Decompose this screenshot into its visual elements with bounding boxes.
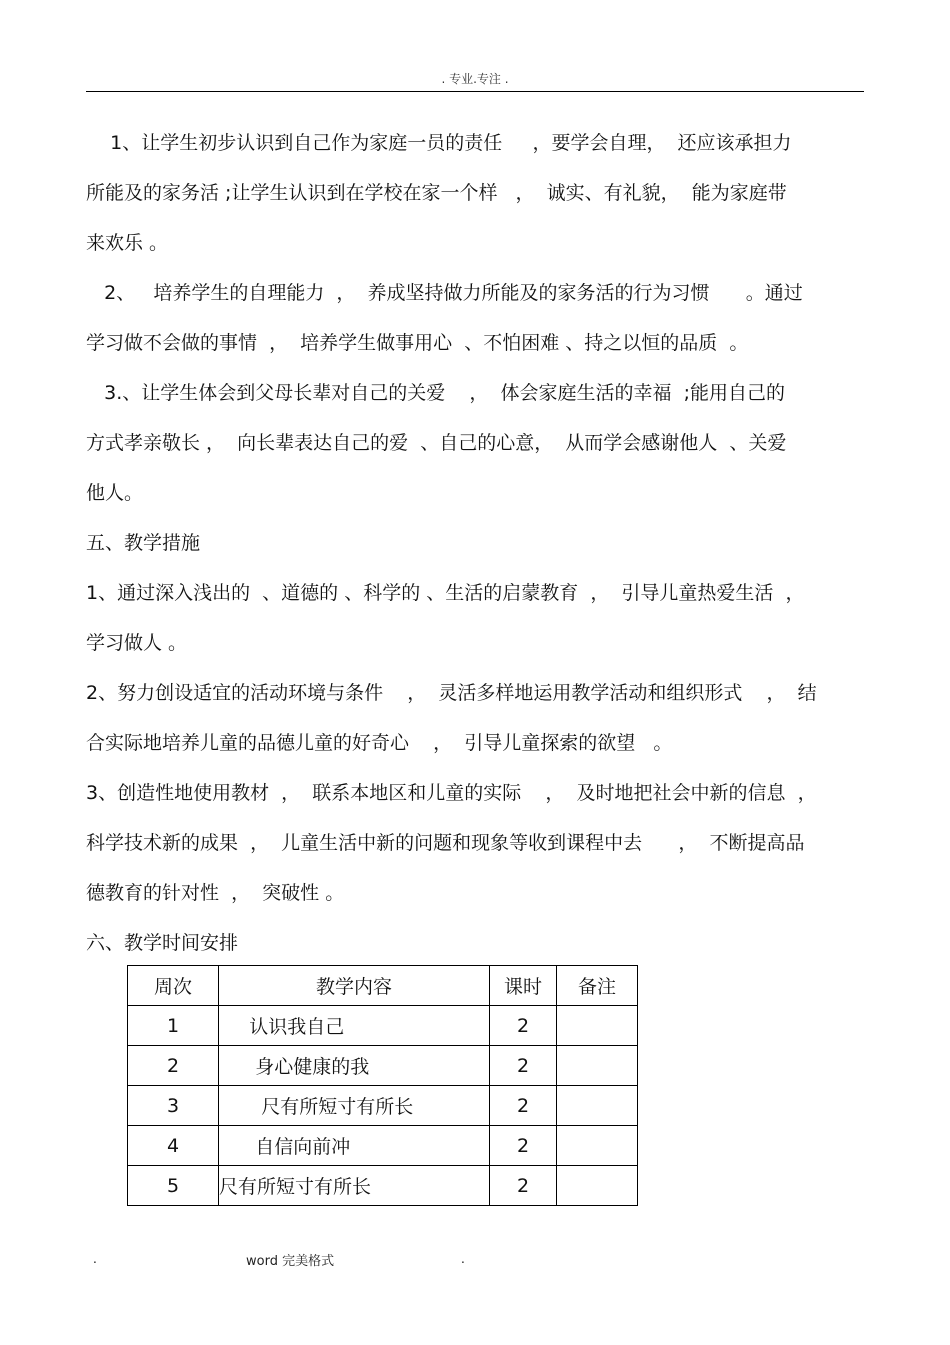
cell-content: 身心健康的我 [219,1046,490,1086]
body-text-line: 1、通过深入浅出的 、道德的 、科学的 、生活的启蒙教育 ， 引导儿童热爱生活 ， [86,582,805,604]
body-text-line: 2、 培养学生的自理能力 ， 养成坚持做力所能及的家务活的行为习惯 。通过 [86,282,803,304]
cell-note [557,1006,638,1046]
schedule-table [127,965,638,1206]
cell-week: 2 [128,1046,219,1086]
cell-hours: 2 [490,1126,557,1166]
body-text-line: 五、教学措施 [86,532,201,554]
cell-hours: 2 [490,1086,557,1126]
body-text-line: 科学技术新的成果 ， 儿童生活中新的问题和现象等收到课程中去 ， 不断提高品 [86,832,805,854]
cell-content: 认识我自己 [219,1006,490,1046]
cell-note [557,1086,638,1126]
footer-dot-right: . [461,1252,465,1266]
body-text-line: 方式孝亲敬长 ， 向长辈表达自己的爱 、自己的心意， 从而学会感谢他人 、关爱 [86,432,787,454]
table-header-row [128,966,638,1006]
body-text-line: 学习做人 。 [86,632,188,654]
header-rule [86,91,864,92]
body-text-line: 学习做不会做的事情 ， 培养学生做事用心 、不怕困难 、持之以恒的品质 。 [86,332,749,354]
body-text-line: 合实际地培养儿童的品德儿童的好奇心 ， 引导儿童探索的欲望 。 [86,732,673,754]
body-text-line: 2、努力创设适宜的活动环境与条件 ， 灵活多样地运用教学活动和组织形式 ， 结 [86,682,817,704]
cell-week: 4 [128,1126,219,1166]
table-row [128,1006,638,1046]
table-row [128,1126,638,1166]
body-text-line: 六、教学时间安排 [86,932,239,954]
cell-content: 尺有所短寸有所长 [219,1166,490,1206]
col-header-content: 教学内容 [219,966,490,1006]
body-text-line: 所能及的家务活 ;让学生认识到在学校在家一个样 ， 诚实、有礼貌， 能为家庭带 [86,182,787,204]
footer-dot-left: . [93,1252,97,1266]
cell-note [557,1046,638,1086]
cell-hours: 2 [490,1166,557,1206]
body-text-line: 他人。 [86,482,144,504]
cell-hours: 2 [490,1046,557,1086]
cell-content: 自信向前冲 [219,1126,490,1166]
body-text-line: 德教育的针对性 ， 突破性 。 [86,882,345,904]
col-header-hours: 课时 [490,966,557,1006]
table-row [128,1086,638,1126]
body-text-line: 来欢乐 。 [86,232,169,254]
footer-text: word 完美格式 [246,1254,335,1269]
cell-content: 尺有所短寸有所长 [219,1086,490,1126]
body-text-line: 3.、让学生体会到父母长辈对自己的关爱 ， 体会家庭生活的幸福 ;能用自己的 [86,382,785,404]
col-header-week: 周次 [128,966,219,1006]
cell-hours: 2 [490,1006,557,1046]
col-header-note: 备注 [557,966,638,1006]
cell-note [557,1166,638,1206]
cell-week: 5 [128,1166,219,1206]
table-row [128,1166,638,1206]
page-header: . 专业.专注 . [441,72,509,86]
cell-week: 3 [128,1086,219,1126]
table-row [128,1046,638,1086]
body-text-line: 1、让学生初步认识到自己作为家庭一员的责任 ，要学会自理， 还应该承担力 [86,132,792,154]
cell-note [557,1126,638,1166]
cell-week: 1 [128,1006,219,1046]
body-text-line: 3、创造性地使用教材 ， 联系本地区和儿童的实际 ， 及时地把社会中新的信息 ， [86,782,817,804]
